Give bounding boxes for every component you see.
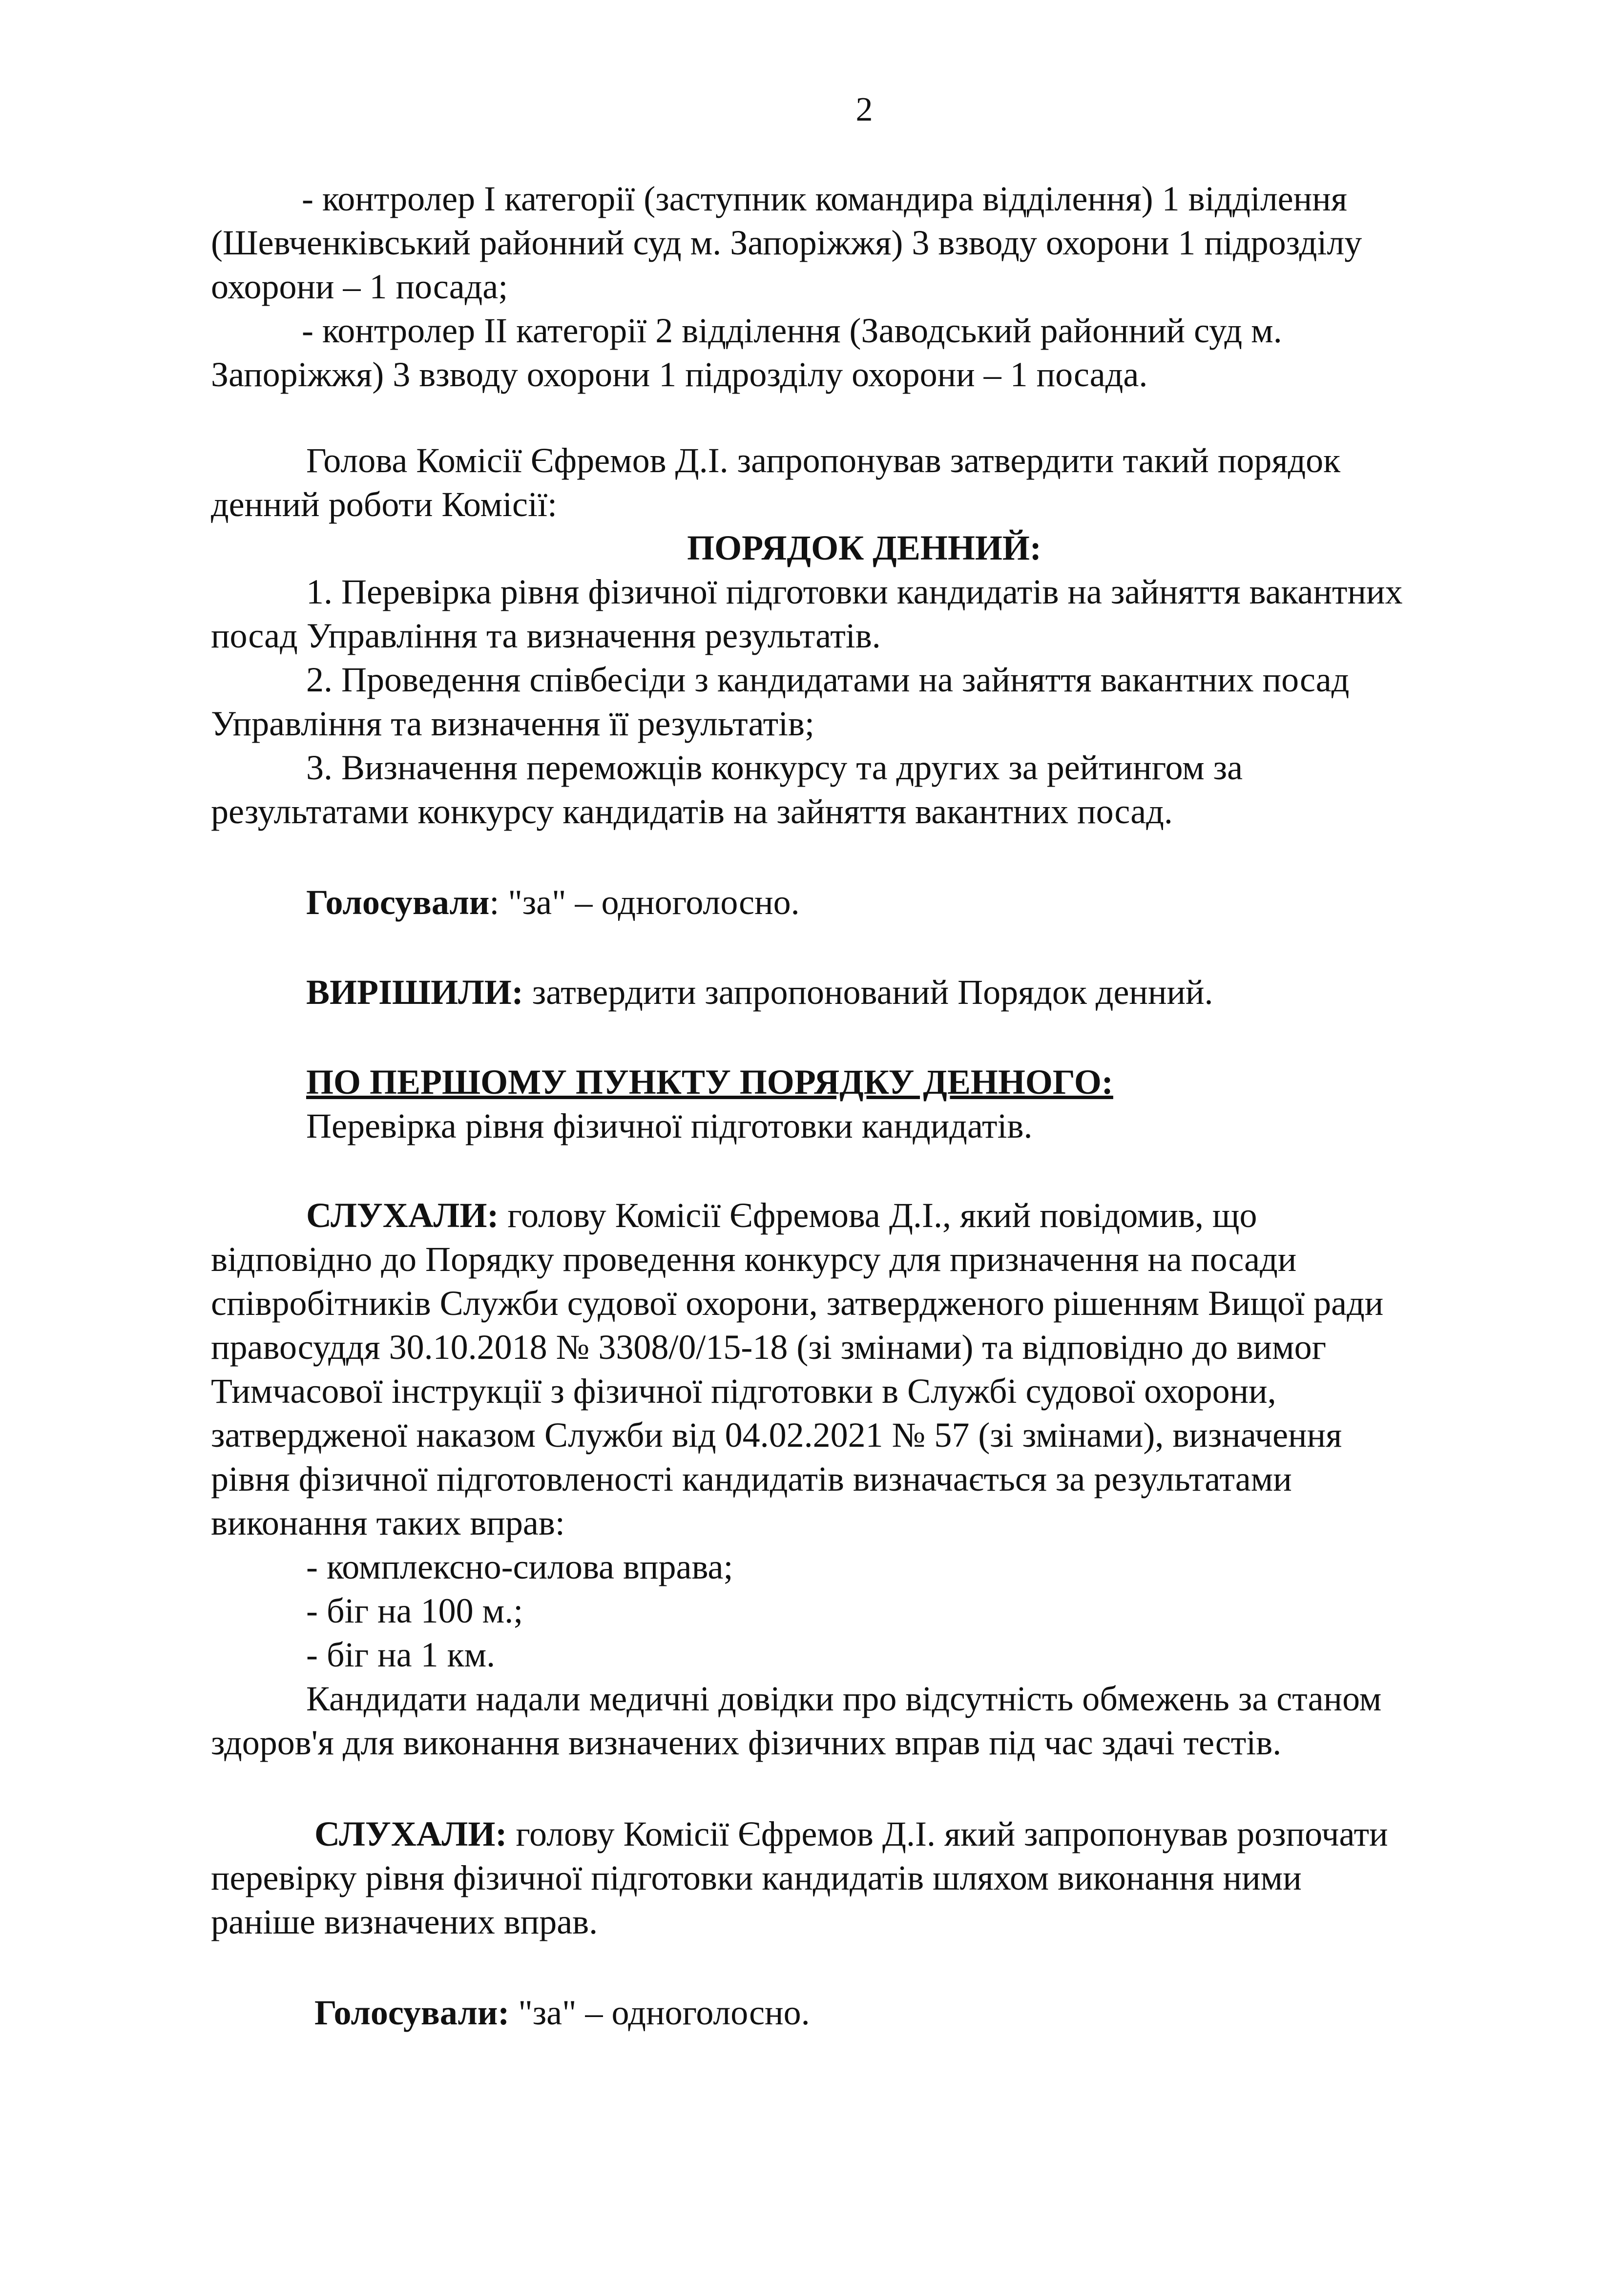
heard-label: СЛУХАЛИ:	[314, 1814, 507, 1853]
vote-line	[306, 880, 800, 925]
decision-line	[306, 970, 1213, 1015]
body-line: співробітників Служби судової охорони, затвердженого рішенням Вищої ради	[211, 1284, 1384, 1323]
body-line: виконання таких вправ:	[211, 1503, 565, 1542]
body-line: відповідно до Порядку проведення конкурсу для призначення на посади	[211, 1240, 1297, 1279]
exercise-item: - біг на 100 м.;	[306, 1591, 523, 1630]
agenda-item: результатами конкурсу кандидатів на зайняття вакантних посад.	[211, 792, 1173, 831]
heard-text: голову Комісії Єфремов Д.І. який запропонував розпочати	[507, 1814, 1388, 1853]
body-line: правосуддя 30.10.2018 № 3308/0/15-18 (зі змінами) та відповідно до вимог	[211, 1328, 1327, 1367]
agenda-item: 3. Визначення переможців конкурсу та других за рейтингом за	[306, 748, 1243, 787]
heard-label: СЛУХАЛИ:	[306, 1196, 499, 1235]
body-line: охорони – 1 посада;	[211, 267, 508, 306]
agenda-title: ПОРЯДОК ДЕННИЙ:	[687, 528, 1041, 567]
body-line: (Шевченківський районний суд м. Запоріжжя) 3 взводу охорони 1 підрозділу	[211, 223, 1362, 262]
vote-label: Голосували	[306, 883, 490, 922]
body-line: - контролер І категорії (заступник командира відділення) 1 відділення	[302, 179, 1347, 218]
vote-label: Голосували:	[314, 1993, 510, 2032]
body-line: перевірку рівня фізичної підготовки кандидатів шляхом виконання ними	[211, 1858, 1302, 1897]
heard-line	[314, 1811, 1388, 1856]
section-subtitle: Перевірка рівня фізичної підготовки кандидатів.	[306, 1106, 1033, 1145]
agenda-item: 1. Перевірка рівня фізичної підготовки кандидатів на зайняття вакантних	[306, 572, 1403, 611]
body-line: Тимчасової інструкції з фізичної підготовки в Службі судової охорони,	[211, 1372, 1276, 1411]
body-line: раніше визначених вправ.	[211, 1902, 598, 1941]
section-title: ПО ПЕРШОМУ ПУНКТУ ПОРЯДКУ ДЕННОГО:	[306, 1062, 1113, 1102]
body-line: Голова Комісії Єфремов Д.І. запропонував затвердити такий порядок	[306, 441, 1341, 480]
heard-line	[306, 1193, 1257, 1238]
exercise-item: - комплексно-силова вправа;	[306, 1547, 733, 1586]
agenda-item: Управління та визначення її результатів;	[211, 704, 815, 743]
agenda-item: 2. Проведення співбесіди з кандидатами на зайняття вакантних посад	[306, 660, 1350, 699]
heard-text: голову Комісії Єфремова Д.І., який повідомив, що	[499, 1196, 1257, 1235]
page-number: 2	[855, 91, 873, 128]
body-line: Запоріжжя) 3 взводу охорони 1 підрозділу охорони – 1 посада.	[211, 355, 1148, 394]
decision-label: ВИРІШИЛИ:	[306, 973, 523, 1012]
body-line: рівня фізичної підготовленості кандидатів визначається за результатами	[211, 1459, 1292, 1498]
body-line: - контролер ІІ категорії 2 відділення (Заводський районний суд м.	[302, 311, 1282, 350]
decision-text: затвердити запропонований Порядок денний.	[523, 973, 1213, 1012]
vote-text: "за" – одноголосно.	[509, 1993, 810, 2032]
exercise-item: - біг на 1 км.	[306, 1635, 496, 1674]
body-line: Кандидати надали медичні довідки про відсутність обмежень за станом	[306, 1679, 1382, 1718]
vote-line	[314, 1990, 810, 2035]
body-line: денний роботи Комісії:	[211, 485, 557, 524]
body-line: затвердженої наказом Служби від 04.02.2021 № 57 (зі змінами), визначення	[211, 1415, 1342, 1455]
agenda-item: посад Управління та визначення результатів.	[211, 616, 881, 655]
body-line: здоров'я для виконання визначених фізичних вправ під час здачі тестів.	[211, 1723, 1282, 1762]
vote-text: : "за" – одноголосно.	[489, 883, 800, 922]
